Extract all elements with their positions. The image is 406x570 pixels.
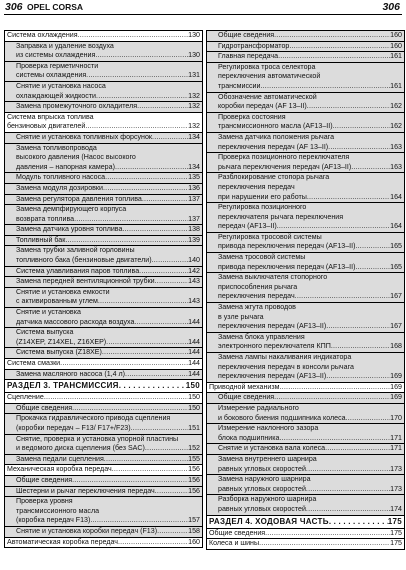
dot-leader — [279, 434, 390, 444]
toc-entry-text: равных угловых скоростей — [218, 504, 306, 513]
toc-entry-text: Замена передней вентиляционной трубки — [16, 277, 155, 286]
toc-entry — [207, 93, 404, 113]
toc-entry-text: Замена педали сцепления — [16, 454, 104, 463]
toc-page-number: 134 — [188, 162, 200, 171]
toc-entry-text: Обозначение автоматической — [218, 92, 317, 101]
toc-entry-text: Система впрыска топлива — [7, 112, 94, 121]
toc-page-number: 158 — [188, 526, 200, 535]
toc-entry — [207, 495, 404, 515]
toc-entry — [5, 267, 202, 278]
toc-entry-text: Модуль топливного насоса — [16, 173, 106, 182]
toc-entry — [207, 393, 404, 404]
toc-entry-text: коробки передач (AF 13–II) — [218, 102, 307, 111]
toc-page-number: 175 — [387, 516, 402, 526]
dot-leader — [278, 52, 390, 62]
toc-entry — [5, 328, 202, 348]
toc-entry-text: Снятие и установка — [16, 308, 81, 317]
toc-page-number: 170 — [390, 413, 402, 422]
dot-leader — [355, 242, 390, 252]
toc-entry-text: Проверка уровня — [16, 497, 73, 506]
toc-entry — [207, 404, 404, 424]
dot-leader — [112, 465, 188, 475]
toc-entry-text: (коробки передач – F13/ F17+/F23) — [16, 423, 131, 432]
toc-page-number: 143 — [188, 277, 200, 286]
toc-page-number: 150 — [188, 403, 200, 412]
toc-page-number: 156 — [188, 465, 200, 474]
toc-entry — [207, 383, 404, 394]
toc-entry-text: приспособления рычага — [218, 282, 298, 291]
dot-leader — [274, 31, 390, 41]
toc-entry-text: Главная передача — [218, 52, 279, 61]
dot-leader — [325, 444, 390, 454]
toc-entry-text: Общие сведения — [218, 393, 275, 402]
dot-leader — [44, 393, 188, 403]
toc-entry-text: Автоматическая коробка передач — [7, 537, 118, 546]
toc-entry-text: РАЗДЕЛ 4. ХОДОВАЯ ЧАСТЬ — [209, 516, 329, 526]
toc-page-number: 136 — [188, 183, 200, 192]
toc-entry-text: Общие сведения — [16, 475, 73, 484]
toc-entry-text: давления – напорная камера) — [16, 162, 115, 171]
toc-entry-text: Снятие и установка вала колеса — [218, 444, 326, 453]
dot-leader — [72, 404, 188, 414]
toc-entry — [207, 52, 404, 63]
toc-entry — [5, 113, 202, 133]
toc-entry — [5, 173, 202, 184]
toc-entry — [5, 359, 202, 370]
dot-leader — [103, 184, 188, 194]
toc-entry-text: Замена выключателя стопорного — [218, 273, 328, 282]
dot-leader — [118, 538, 188, 548]
toc-right-column — [206, 30, 405, 550]
dot-leader — [102, 348, 188, 358]
toc-entry-text: переключения автоматической — [218, 72, 321, 81]
dot-leader — [131, 424, 189, 434]
toc-entry — [5, 31, 202, 42]
toc-entry-text: привода переключения передач (AF13–II) — [218, 242, 356, 251]
dot-leader — [65, 236, 188, 246]
toc-page-number: 162 — [390, 102, 402, 111]
toc-entry — [5, 393, 202, 404]
dot-leader — [105, 173, 188, 183]
dot-leader — [306, 505, 390, 515]
dot-leader — [355, 263, 390, 273]
toc-entry-text: Замена наружного шарнира — [218, 475, 311, 484]
toc-entry — [207, 173, 404, 203]
toc-entry-text: Замена датчика положения рычага — [218, 132, 335, 141]
toc-entry — [5, 497, 202, 527]
toc-entry — [207, 63, 404, 93]
toc-entry-text: возврата топлива — [16, 214, 75, 223]
toc-entry-text: Замена демпфирующего корпуса — [16, 205, 127, 214]
toc-entry — [207, 303, 404, 333]
dot-leader — [333, 122, 391, 132]
dot-leader — [96, 92, 188, 102]
toc-entry — [5, 184, 202, 195]
toc-entry — [5, 62, 202, 82]
page-number-left: 306 — [5, 1, 23, 13]
toc-page-number: 167 — [390, 292, 402, 301]
toc-entry — [5, 527, 202, 538]
toc-entry-text: Замена внутреннего шарнира — [218, 454, 317, 463]
toc-page-number: 150 — [185, 381, 200, 391]
toc-entry-text: Снятие и установка емкости — [16, 287, 110, 296]
toc-entry-text: Общие сведения — [16, 403, 73, 412]
toc-entry-text: Заправка и удаление воздуха — [16, 41, 114, 50]
toc-entry-text: переключения передач в консоли рычага — [218, 362, 354, 371]
toc-entry-text: переключения передач (AF13–II) — [218, 322, 327, 331]
toc-entry-text: (коробка передач F13) — [16, 516, 91, 525]
toc-entry-text: Замена регулятора давления топлива — [16, 194, 142, 203]
toc-entry-text: РАЗДЕЛ 3. ТРАНСМИССИЯ — [7, 381, 119, 391]
dot-leader — [60, 359, 188, 369]
toc-entry — [5, 414, 202, 434]
dot-leader — [307, 193, 390, 203]
toc-page-number: 173 — [390, 484, 402, 493]
toc-entry — [5, 82, 202, 102]
toc-page-number: 130 — [188, 31, 200, 39]
toc-entry-text: переключения передач (AF13–II) — [218, 372, 327, 381]
toc-entry — [5, 538, 202, 549]
toc-entry-text: Проверка позиционного переключателя — [218, 153, 350, 162]
dot-leader — [134, 318, 188, 328]
toc-entry-text: рычага переключения передач (AF13–II) — [218, 162, 352, 171]
toc-page-number: 137 — [188, 214, 200, 223]
toc-entry-text: Измерение наклонного зазора — [218, 424, 319, 433]
dot-leader — [106, 338, 188, 348]
toc-entry — [207, 133, 404, 153]
toc-entry-text: Регулировка троса селектора — [218, 62, 316, 71]
toc-page-number: 152 — [188, 444, 200, 453]
toc-entry — [207, 31, 404, 42]
page-number-right: 306 — [382, 1, 400, 13]
toc-page-number: 167 — [390, 322, 402, 331]
dot-leader — [155, 277, 189, 287]
toc-page-number: 160 — [188, 537, 200, 546]
dot-leader — [90, 516, 188, 526]
toc-entry-text: Проверка герметичности — [16, 61, 99, 70]
dot-leader — [289, 42, 390, 52]
dot-leader — [86, 71, 188, 81]
toc-entry — [5, 277, 202, 288]
toc-entry-text: Замена датчика уровня топлива — [16, 225, 123, 234]
dot-leader — [259, 539, 390, 549]
toc-entry — [5, 236, 202, 247]
toc-entry — [207, 353, 404, 383]
toc-entry — [5, 102, 202, 113]
dot-leader — [328, 143, 390, 153]
toc-page-number: 161 — [390, 81, 402, 90]
toc-entry-text: Замена промежуточного охладителя — [16, 102, 138, 111]
toc-entry — [207, 539, 404, 550]
toc-entry-text: Механическая коробка передач — [7, 465, 112, 474]
toc-entry-text: Регулировка позиционного — [218, 203, 307, 212]
toc-entry-text: равных угловых скоростей — [218, 484, 306, 493]
toc-entry-text: переключения передач — [218, 182, 295, 191]
dot-leader — [152, 256, 189, 266]
dot-leader — [137, 102, 188, 112]
toc-entry — [5, 144, 202, 174]
dot-leader — [85, 122, 188, 132]
toc-entry — [5, 404, 202, 415]
toc-entry-text: (Z14XEP, Z14XEL, Z16XEP) — [16, 337, 107, 346]
toc-page-number: 163 — [390, 162, 402, 171]
toc-entry-text: Замена трубки заливной горловины — [16, 246, 135, 255]
toc-entry-text: Гидротрансформатор — [218, 41, 290, 50]
toc-entry-text: Шестерни и рычаг переключения передач — [16, 486, 155, 495]
toc-entry-text: Система выпуска (Z18XE) — [16, 348, 102, 357]
dot-leader — [306, 485, 390, 495]
toc-entry-text: с активированным углем — [16, 297, 98, 306]
dot-leader — [72, 476, 188, 486]
toc-page-number: 139 — [188, 235, 200, 244]
toc-page-number: 150 — [188, 393, 200, 402]
toc-entry — [5, 370, 202, 381]
toc-entry — [207, 529, 404, 540]
dot-leader — [307, 102, 390, 112]
toc-entry-text: Замена модуля дозировки — [16, 183, 103, 192]
toc-page-number: 134 — [188, 132, 200, 141]
toc-entry-text: трансмиссионного масла (AF13–II) — [218, 122, 333, 131]
toc-page-number: 130 — [188, 51, 200, 60]
toc-page-number: 142 — [188, 266, 200, 275]
toc-entry-text: датчика массового расхода воздуха — [16, 317, 135, 326]
toc-page-number: 132 — [188, 102, 200, 111]
dot-leader — [351, 163, 390, 173]
dot-leader — [155, 487, 188, 497]
dot-leader — [277, 222, 390, 232]
toc-entry-text: и ведомого диска сцепления (без SAC) — [16, 444, 145, 453]
toc-entry-text: Замена масляного насоса (1,4 л) — [16, 369, 126, 378]
toc-page-number: 144 — [188, 317, 200, 326]
toc-entry-text: Общие сведения — [209, 528, 266, 537]
toc-page-number: 160 — [390, 41, 402, 50]
toc-page-number: 175 — [390, 528, 402, 537]
dot-leader — [274, 393, 390, 403]
toc-entry-text: охлаждающей жидкости — [16, 91, 97, 100]
toc-entry — [207, 253, 404, 273]
toc-section-heading — [5, 380, 202, 393]
toc-entry — [207, 333, 404, 353]
dot-leader — [329, 516, 388, 528]
toc-page-number: 160 — [390, 31, 402, 39]
toc-entry — [5, 476, 202, 487]
toc-entry-text: при нарушении его работы — [218, 192, 307, 201]
toc-entry-text: электронного переключателя КПП — [218, 342, 331, 351]
dot-leader — [295, 292, 391, 302]
dot-leader — [157, 527, 188, 537]
toc-entry-text: и бокового биения подшипника колеса — [218, 413, 346, 422]
dot-leader — [265, 529, 390, 539]
dot-leader — [142, 195, 188, 205]
dot-leader — [280, 383, 391, 393]
toc-entry — [207, 475, 404, 495]
dot-leader — [78, 31, 189, 41]
toc-page-number: 144 — [188, 369, 200, 378]
dot-leader — [122, 225, 188, 235]
toc-page-number: 174 — [390, 504, 402, 513]
toc-entry — [5, 465, 202, 476]
toc-entry — [5, 487, 202, 498]
toc-page-number: 143 — [188, 297, 200, 306]
toc-entry-text: Общие сведения — [218, 31, 275, 39]
toc-entry-text: бензиновых двигателей — [7, 122, 86, 131]
toc-entry — [5, 205, 202, 225]
toc-entry-text: равных угловых скоростей — [218, 464, 306, 473]
toc-entry — [207, 273, 404, 303]
toc-entry-text: из системы охлаждения — [16, 51, 96, 60]
dot-leader — [346, 414, 391, 424]
toc-page-number: 131 — [188, 71, 200, 80]
toc-entry-text: переключения передач — [218, 292, 295, 301]
toc-page-number: 169 — [390, 393, 402, 402]
dot-leader — [125, 370, 188, 380]
toc-entry-text: Топливный бак — [16, 235, 66, 244]
dot-leader — [260, 82, 390, 92]
toc-page-number: 137 — [188, 194, 200, 203]
toc-entry — [5, 246, 202, 266]
dot-leader — [98, 297, 188, 307]
toc-page-number: 144 — [188, 348, 200, 357]
toc-entry-text: топливного бака (бензиновые двигатели) — [16, 256, 152, 265]
toc-entry-text: Сцепление — [7, 393, 44, 402]
toc-entry-text: Снятие и установка коробки передач (F13) — [16, 526, 158, 535]
dot-leader — [139, 267, 188, 277]
toc-entry — [5, 195, 202, 206]
toc-entry-text: Измерение радиального — [218, 403, 299, 412]
toc-entry-text: переключателя рычага переключения — [218, 212, 344, 221]
toc-entry-text: трансмиссии — [218, 81, 261, 90]
toc-entry — [207, 444, 404, 455]
toc-page-number: 156 — [188, 475, 200, 484]
toc-entry — [5, 435, 202, 455]
toc-entry-text: блока подшипника — [218, 433, 280, 442]
toc-page-number: 165 — [390, 262, 402, 271]
toc-page-number: 138 — [188, 225, 200, 234]
toc-page-number: 169 — [390, 372, 402, 381]
toc-entry-text: Замена лампы накаливания индикатора — [218, 353, 352, 361]
toc-entry — [207, 233, 404, 253]
toc-entry-text: Разборка наружного шарнира — [218, 495, 317, 504]
toc-entry — [207, 424, 404, 444]
toc-entry-text: Замена тросовой системы — [218, 253, 306, 262]
toc-entry — [5, 225, 202, 236]
toc-page-number: 173 — [390, 464, 402, 473]
dot-leader — [145, 444, 188, 454]
toc-page-number: 165 — [390, 242, 402, 251]
toc-entry-text: Система смазки — [7, 359, 61, 367]
toc-entry-text: Колеса и шины — [209, 539, 260, 548]
toc-entry-text: Снятие, проверка и установка упорной пластины — [16, 434, 179, 443]
toc-entry-text: системы охлаждения — [16, 71, 87, 80]
toc-entry-text: Проверка состояния — [218, 112, 286, 121]
toc-page-number: 164 — [390, 222, 402, 231]
dot-leader — [152, 133, 188, 143]
toc-page-number: 132 — [188, 91, 200, 100]
book-title: OPEL CORSA — [27, 2, 84, 12]
toc-page-number: 163 — [390, 142, 402, 151]
toc-page-number: 135 — [188, 173, 200, 182]
toc-page-number: 157 — [188, 516, 200, 525]
toc-page-number: 162 — [390, 122, 402, 131]
toc-page-number: 171 — [390, 444, 402, 453]
dot-leader — [331, 342, 390, 352]
toc-page-number: 151 — [188, 423, 200, 432]
toc-entry — [207, 42, 404, 53]
toc-entry-text: трансмиссионного масла — [16, 506, 100, 515]
toc-entry-text: Замена топливопровода — [16, 143, 97, 152]
dot-leader — [95, 51, 188, 61]
toc-page-number: 175 — [390, 539, 402, 548]
toc-entry-text: Система улавливания паров топлива — [16, 266, 140, 275]
toc-entry — [207, 455, 404, 475]
toc-entry-text: Приводной механизм — [209, 382, 280, 391]
toc-entry — [207, 153, 404, 173]
toc-entry-text: Система охлаждения — [7, 31, 78, 39]
toc-entry-text: Регулировка тросовой системы — [218, 232, 322, 241]
toc-section-heading — [207, 516, 404, 529]
toc-page-number: 140 — [188, 256, 200, 265]
toc-entry — [5, 42, 202, 62]
toc-page-number: 171 — [390, 433, 402, 442]
toc-entry-text: Снятие и установка насоса — [16, 81, 106, 90]
toc-entry — [207, 203, 404, 233]
toc-page-number: 168 — [390, 342, 402, 351]
dot-leader — [306, 465, 390, 475]
toc-page-number: 164 — [390, 192, 402, 201]
dot-leader — [74, 215, 188, 225]
toc-entry — [5, 348, 202, 359]
toc-page-number: 155 — [188, 454, 200, 463]
toc-entry-text: передач (AF13–II) — [218, 222, 277, 231]
toc-entry-text: в узле рычага — [218, 312, 264, 321]
toc-entry-text: Замена блока управления — [218, 332, 305, 341]
toc-entry — [5, 308, 202, 328]
toc-entry-text: Снятие и установка топливных форсунок — [16, 132, 153, 141]
dot-leader — [326, 372, 390, 382]
toc-entry — [207, 113, 404, 133]
toc-entry-text: высокого давления (Насос высокого — [16, 153, 136, 162]
toc-entry — [5, 455, 202, 466]
toc-page-number: 132 — [188, 122, 200, 131]
dot-leader — [119, 380, 186, 392]
toc-page-number: 161 — [390, 52, 402, 61]
toc-entry-text: Замена жгута проводов — [218, 303, 296, 312]
toc-entry — [5, 133, 202, 144]
dot-leader — [326, 322, 390, 332]
header-rule — [4, 14, 402, 15]
page-header — [0, 0, 406, 15]
toc-left-column — [4, 30, 203, 548]
dot-leader — [104, 455, 188, 465]
toc-entry-text: переключения передач (AF 13–II) — [218, 142, 329, 151]
toc-page-number: 169 — [390, 382, 402, 391]
toc-entry-text: Система выпуска — [16, 328, 74, 337]
toc-page-number: 144 — [188, 337, 200, 346]
toc-page-number: 144 — [188, 359, 200, 367]
dot-leader — [115, 163, 188, 173]
toc-entry-text: привода переключения передач (AF13–II) — [218, 262, 356, 271]
toc-page-number: 156 — [188, 486, 200, 495]
toc-entry — [5, 288, 202, 308]
toc-entry-text: Прокачка гидравлического привода сцепления — [16, 414, 171, 423]
toc-entry-text: Разблокирование стопора рычага — [218, 173, 330, 182]
